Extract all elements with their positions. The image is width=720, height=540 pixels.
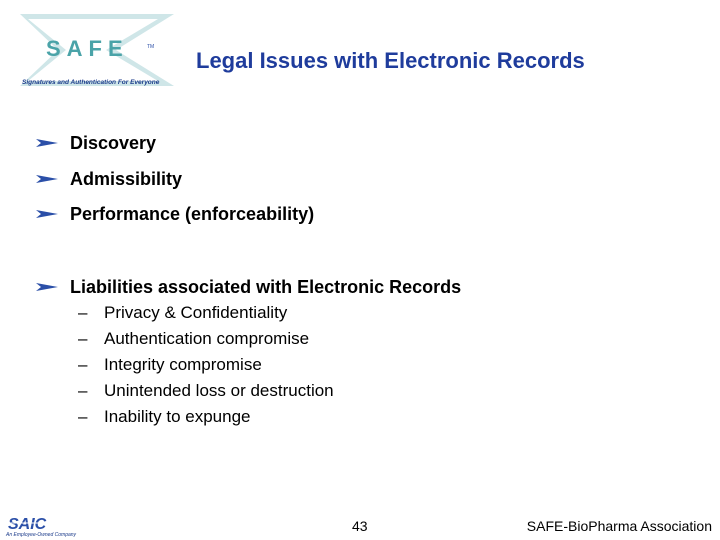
- arrow-bullet-icon: [36, 174, 58, 184]
- bullet-item: [36, 275, 461, 299]
- sub-bullet-item: [78, 328, 309, 350]
- dash-marker: –: [78, 329, 88, 348]
- slide-title: Legal Issues with Electronic Records: [196, 48, 585, 73]
- dash-marker: –: [78, 381, 88, 400]
- dash-marker: –: [78, 407, 88, 426]
- bullet-label: Performance (enforceability): [70, 203, 315, 224]
- bullet-label: Discovery: [70, 132, 157, 153]
- footer-organization: SAFE-BioPharma Association: [526, 518, 712, 534]
- arrow-bullet-icon: [36, 282, 58, 292]
- sub-bullet-label: Unintended loss or destruction: [104, 381, 334, 400]
- sub-bullet-item: [78, 406, 251, 428]
- sub-bullet-label: Privacy & Confidentiality: [104, 303, 288, 322]
- bullet-label: Admissibility: [70, 168, 183, 189]
- logo-tagline: Signatures and Authentication For Everyone: [22, 79, 160, 86]
- safe-logo: [18, 10, 176, 102]
- saic-logo: [6, 514, 77, 540]
- arrow-bullet-icon: [36, 209, 58, 219]
- bullet-item: [36, 131, 156, 155]
- saic-tagline: An Employee-Owned Company: [6, 532, 77, 538]
- bullet-item: [36, 167, 182, 191]
- bullet-label: Liabilities associated with Electronic Records: [70, 276, 462, 297]
- sub-bullet-item: [78, 302, 287, 324]
- sub-bullet-item: [78, 380, 334, 402]
- sub-bullet-label: Authentication compromise: [104, 329, 310, 348]
- page-number: 43: [352, 518, 368, 534]
- dash-marker: –: [78, 303, 88, 322]
- saic-wordmark: SAIC: [8, 516, 47, 533]
- arrow-bullet-icon: [36, 138, 58, 148]
- logo-trademark: TM: [147, 44, 155, 50]
- sub-bullet-label: Integrity compromise: [104, 355, 262, 374]
- sub-bullet-item: [78, 354, 262, 376]
- logo-wordmark: SAFE: [46, 36, 129, 61]
- dash-marker: –: [78, 355, 88, 374]
- bullet-item: [36, 202, 314, 226]
- sub-bullet-label: Inability to expunge: [104, 407, 251, 426]
